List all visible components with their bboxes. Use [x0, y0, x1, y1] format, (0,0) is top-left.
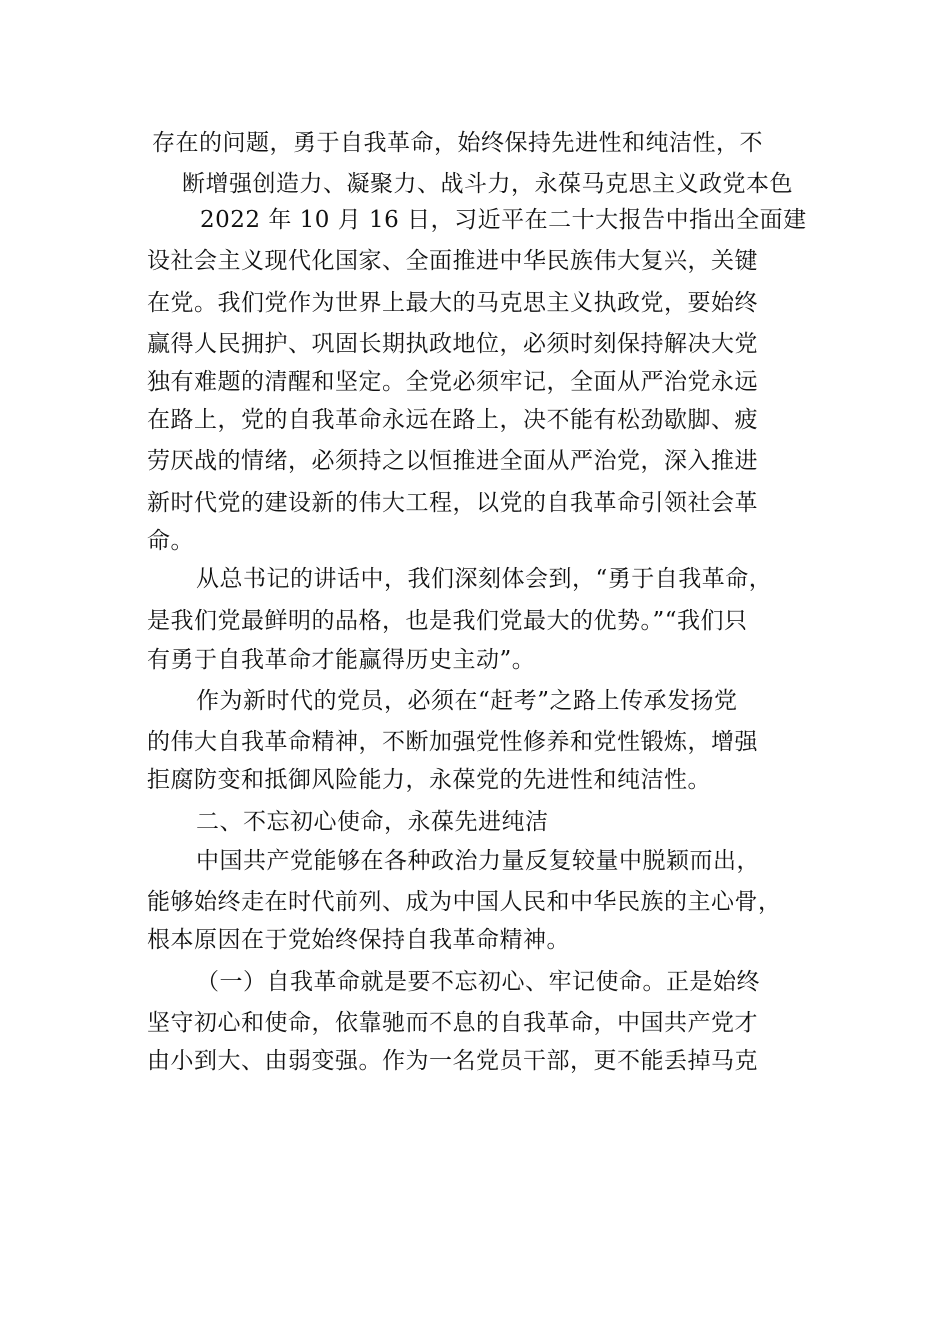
text-line: 作为新时代的党员，必须在“赶考”之路上传承发扬党	[196, 688, 738, 714]
section-heading: 二、不忘初心使命，永葆先进纯洁	[196, 809, 549, 835]
text-line: 在路上，党的自我革命永远在路上，决不能有松劲歇脚、疲	[147, 407, 758, 433]
text-line: 根本原因在于党始终保持自我革命精神。	[147, 927, 570, 953]
text-line: 从总书记的讲话中，我们深刻体会到，“勇于自我革命，	[196, 566, 773, 592]
text-line: 新时代党的建设新的伟大工程，以党的自我革命引领社会革	[147, 490, 758, 516]
text-line: 由小到大、由弱变强。作为一名党员干部，更不能丢掉马克	[147, 1048, 758, 1074]
text-line: 独有难题的清醒和坚定。全党必须牢记，全面从严治党永远	[147, 369, 758, 395]
text-line: （一）自我革命就是要不忘初心、牢记使命。正是始终	[196, 969, 760, 995]
text-line: 是我们党最鲜明的品格，也是我们党最大的优势。”“我们只	[147, 608, 748, 634]
text-line: 设社会主义现代化国家、全面推进中华民族伟大复兴，关键	[147, 248, 758, 274]
text-line: 的伟大自我革命精神，不断加强党性修养和党性锻炼，增强	[147, 729, 758, 755]
text-line: 断增强创造力、凝聚力、战斗力，永葆马克思主义政党本色	[182, 171, 793, 197]
text-line: 拒腐防变和抵御风险能力，永葆党的先进性和纯洁性。	[147, 767, 711, 793]
text-line: 中国共产党能够在各种政治力量反复较量中脱颖而出，	[196, 848, 760, 874]
text-line: 2022 年 10 月 16 日，习近平在二十大报告中指出全面建	[200, 207, 807, 233]
text-line: 能够始终走在时代前列、成为中国人民和中华民族的主心骨，	[147, 889, 782, 915]
text-line: 在党。我们党作为世界上最大的马克思主义执政党，要始终	[147, 290, 758, 316]
text-line: 赢得人民拥护、巩固长期执政地位，必须时刻保持解决大党	[147, 331, 758, 357]
text-line: 劳厌战的情绪，必须持之以恒推进全面从严治党，深入推进	[147, 448, 758, 474]
text-line: 命。	[147, 528, 194, 554]
text-line: 存在的问题，勇于自我革命，始终保持先进性和纯洁性，不	[152, 130, 763, 156]
text-line: 有勇于自我革命才能赢得历史主动”。	[147, 647, 536, 673]
text-line: 坚守初心和使命，依靠驰而不息的自我革命，中国共产党才	[147, 1010, 758, 1036]
